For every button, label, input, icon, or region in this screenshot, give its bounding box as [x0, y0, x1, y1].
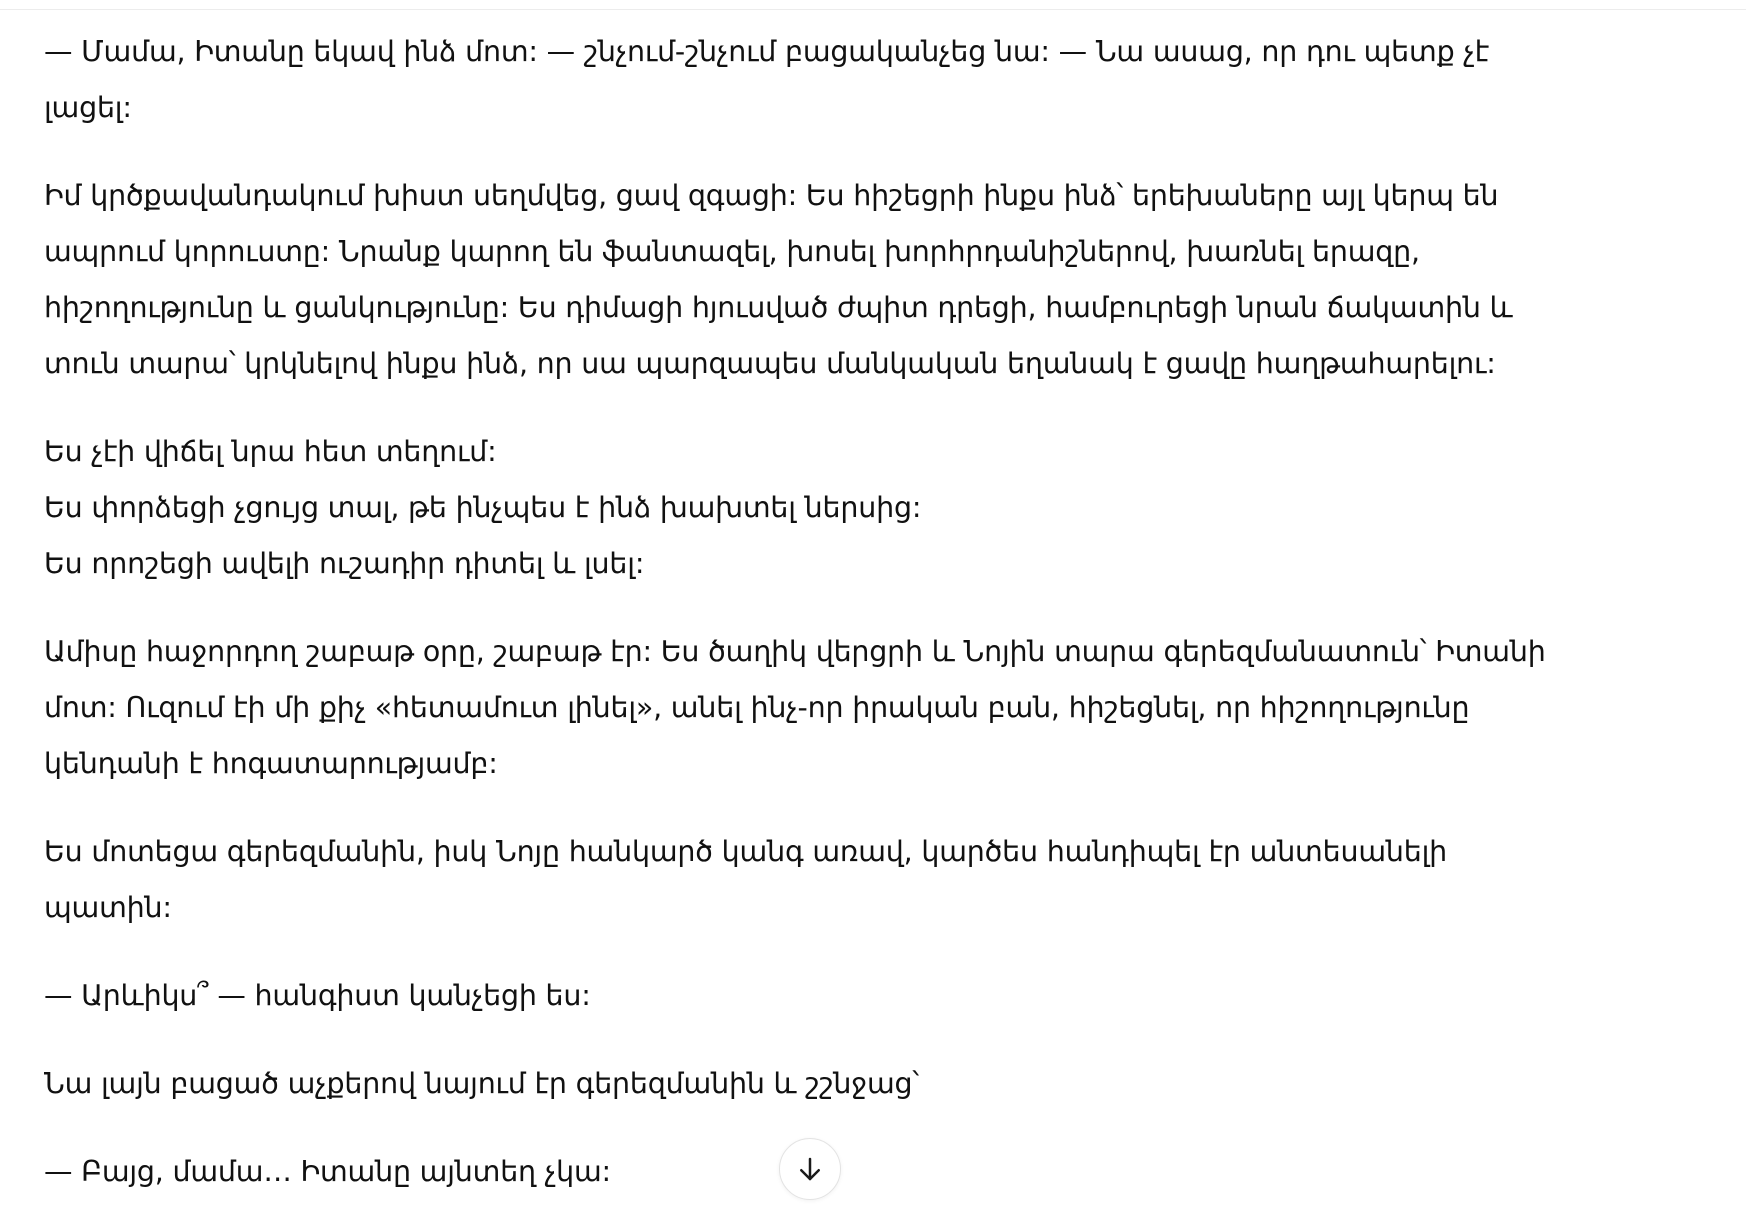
paragraph — [44, 168, 1604, 392]
paragraph-line: Ես որոշեցի ավելի ուշադիր դիտել և լսել: — [44, 547, 645, 580]
paragraph-line: կենդանի է հոգատարությամբ: — [44, 747, 498, 780]
paragraph-line: Ես չէի վիճել նրա հետ տեղում: — [44, 435, 497, 468]
paragraph-line: Ես մոտեցա գերեզմանին, իսկ Նոյը հանկարծ կանգ առավ, կարծես հանդիպել էր անտեսանելի — [44, 835, 1448, 868]
paragraph-line: Նա լայն բացած աչքերով նայում էր գերեզմանին և շշնջաց՝ — [44, 1067, 919, 1100]
paragraph — [44, 968, 1604, 1024]
arrow-down-icon — [795, 1154, 825, 1184]
paragraph-line: պատին: — [44, 891, 172, 924]
paragraph-line: ապրում կորուստը: Նրանք կարող են ֆանտազել, խոսել խորհրդանիշներով, խառնել երազը, — [44, 235, 1420, 268]
scroll-to-bottom-button[interactable] — [779, 1138, 841, 1200]
paragraph-line: մոտ: Ուզում էի մի քիչ «հետամուտ լինել», անել ինչ-որ իրական բան, հիշեցնել, որ հիշողությունը — [44, 691, 1470, 724]
paragraph-line: — Բայց, մամա… Իտանը այնտեղ չկա: — [44, 1155, 611, 1188]
paragraph-line: Ամիսը հաջորդող շաբաթ օրը, շաբաթ էր: Ես ծաղիկ վերցրի և Նոյին տարա գերեզմանատուն՝ Իտանի — [44, 635, 1546, 668]
paragraph-line: լացել: — [44, 91, 132, 124]
paragraph — [44, 824, 1604, 936]
top-divider — [0, 9, 1746, 10]
paragraph-line: — Արևիկս՞ — հանգիստ կանչեցի ես: — [44, 979, 591, 1012]
paragraph-line: — Մամա, Իտանը եկավ ինձ մոտ: — շնչում-շնչում բացականչեց նա: — Նա ասաց, որ դու պետք չէ — [44, 35, 1490, 68]
paragraph — [44, 424, 1604, 592]
paragraph — [44, 624, 1604, 792]
paragraph — [44, 24, 1604, 136]
paragraph-line: տուն տարա՝ կրկնելով ինքս ինձ, որ սա պարզապես մանկական եղանակ է ցավը հաղթահարելու: — [44, 347, 1496, 380]
paragraph-line: հիշողությունը և ցանկությունը: Ես դիմացի հյուսված ժպիտ դրեցի, համբուրեցի նրան ճակատին և — [44, 291, 1513, 324]
paragraph — [44, 1056, 1604, 1112]
paragraph-line: Իմ կրծքավանդակում խիստ սեղմվեց, ցավ զգացի: Ես հիշեցրի ինքս ինձ՝ երեխաները այլ կերպ են — [44, 179, 1499, 212]
message-content — [44, 24, 1604, 1232]
paragraph-line: Ես փորձեցի չցույց տալ, թե ինչպես է ինձ խախտել ներսից: — [44, 491, 922, 524]
